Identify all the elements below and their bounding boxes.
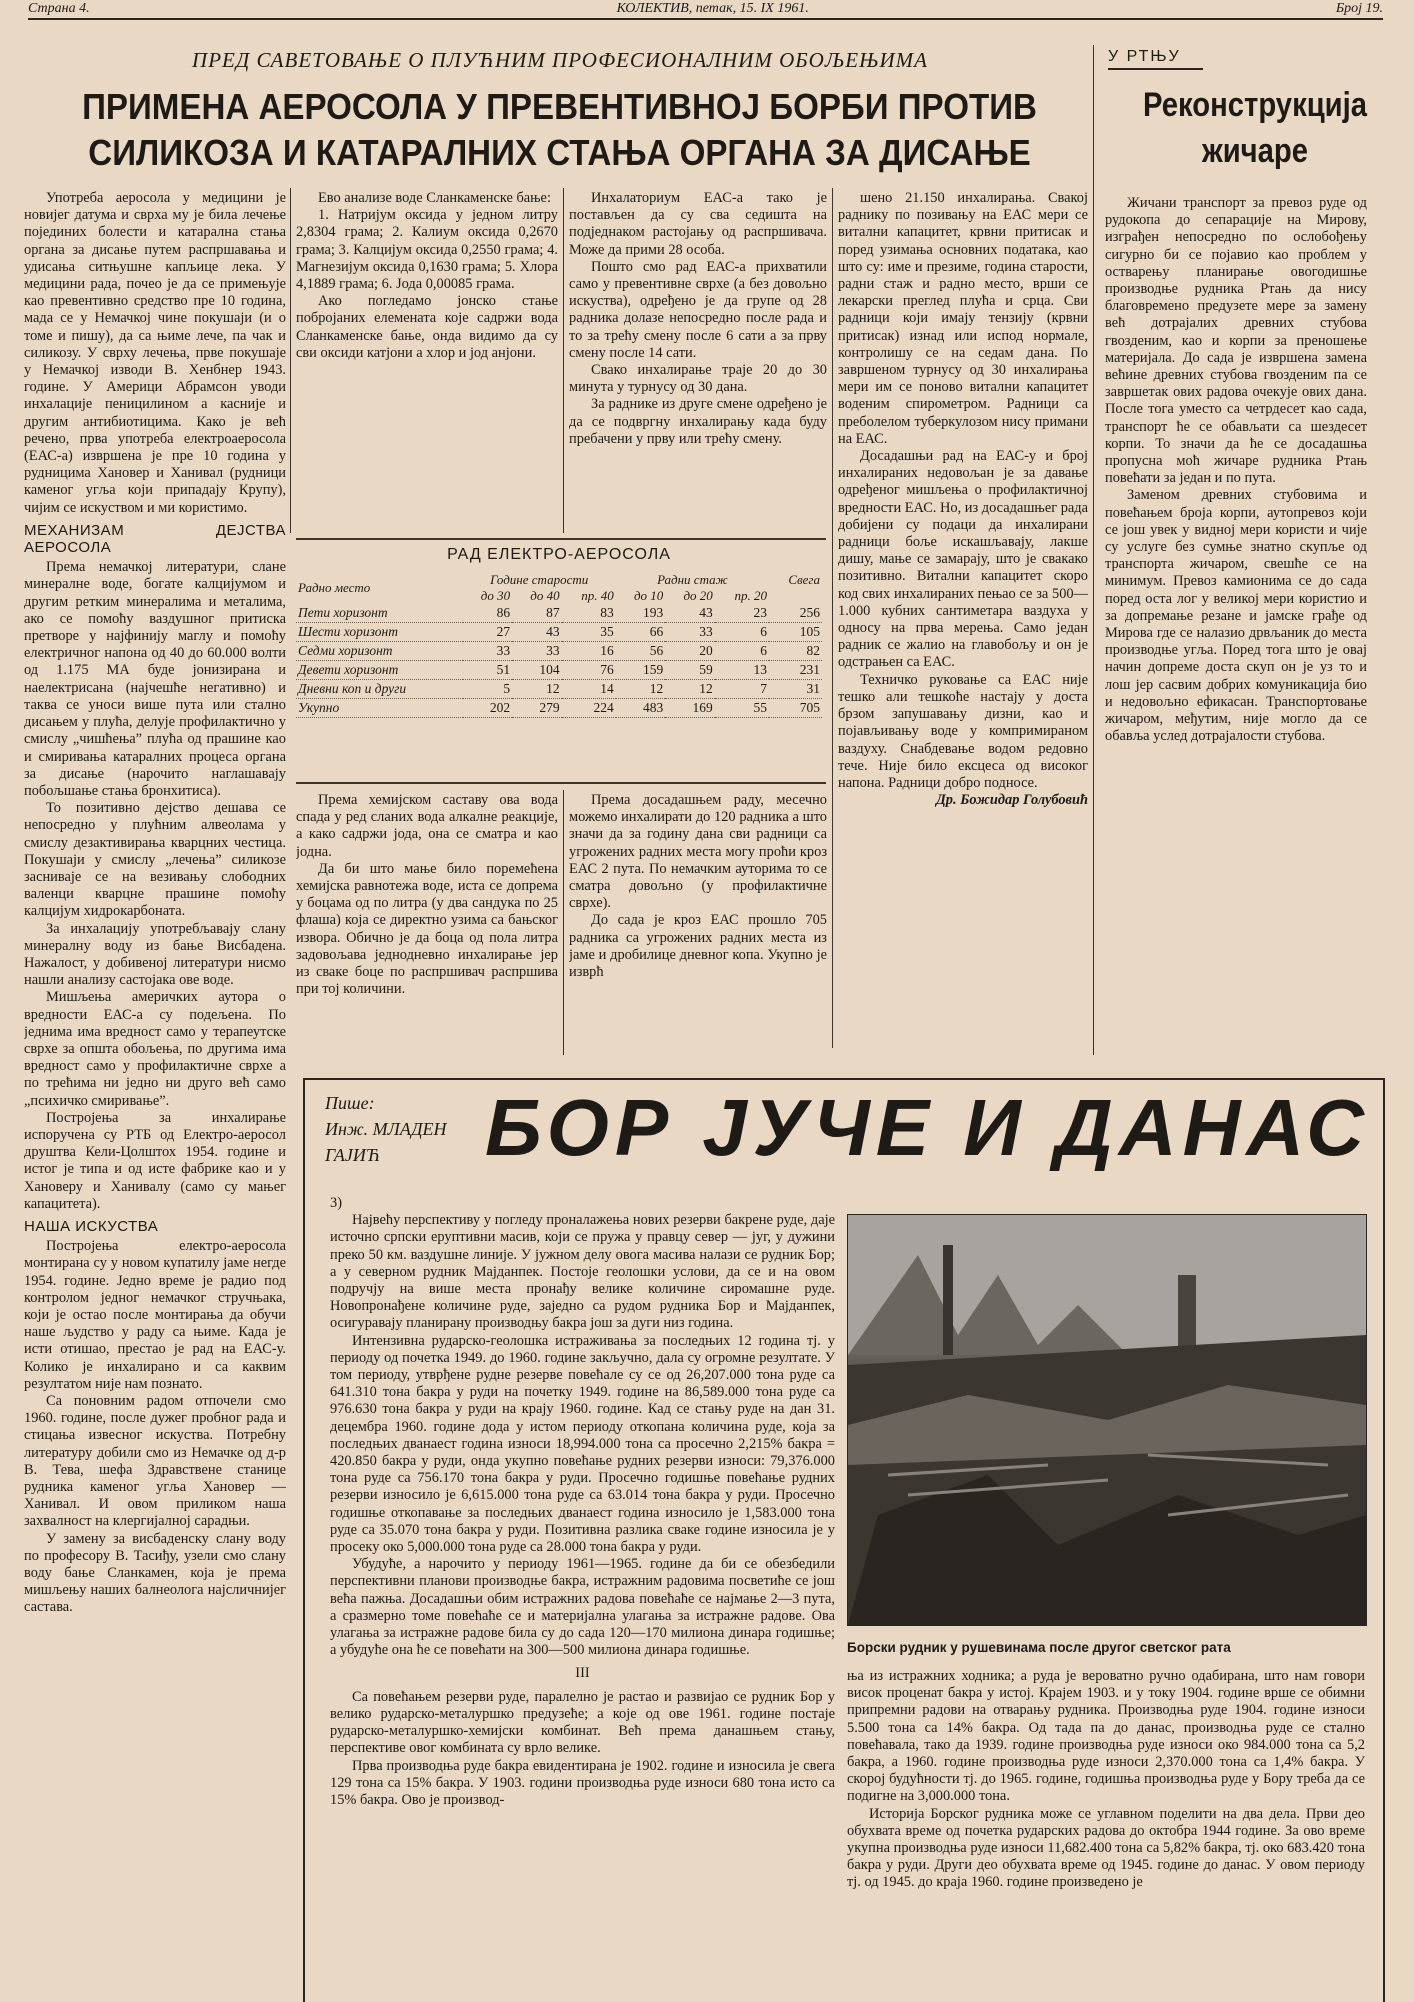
paragraph: Жичани транспорт за превоз руде од рудокопа до сепарације на Мирову, изграђен непосредно по ослобођењу сигурно би се појавио као проблем у остварењу планирање овогодишње производње рудника Ртањ да нису благовремено предузете мере за замену већ дотрајалих древних стубова гвозденим, као и корпи за преношење материјала. До сада је извршена замена већине древних стубова гвозденим па се завршетак ових радова очекује ових дана. После тога уместо са четрдесет као сада, транспорт ће се обављати са шездесет корпи. То значи да ће се досадашња пропусна моћ жичаре рудника Ртањ повећати за један и по пута. — [1105, 195, 1367, 487]
byline-author: Инж. МЛАДЕН — [325, 1119, 447, 1139]
cell: 20 — [665, 642, 715, 661]
cell: 705 — [769, 699, 822, 718]
cell: 279 — [512, 699, 562, 718]
column-subheader: до 10 — [633, 588, 664, 603]
article-headline: ПРИМЕНА АЕРОСОЛА У ПРЕВЕНТИВНОЈ БОРБИ ПРОТИВ СИЛИКОЗА И КАТАРАЛНИХ СТАЊА ОРГАНА ЗА ДИСАЊЕ — [82, 86, 1037, 173]
column-header: Године старости — [490, 572, 589, 587]
paragraph: Постројења за инхалирање испоручена су РТБ од Електро-аеросол друштва Кели-Цолштох 1954. године и истог је типа и од исте фабрике као и у Хановеру и Ханивалу (само су мањег капацитета). — [24, 1109, 286, 1212]
paragraph: Према хемијском саставу ова вода спада у ред сланих вода алкалне реакције, а како садржи јода, она се сматра и као јодна. — [296, 792, 558, 860]
cell: 66 — [616, 623, 666, 642]
byline — [325, 1090, 447, 1168]
paragraph: Прва производња руде бакра евидентирана је 1902. године и износила је свега 129 тона са 15% бакра. У 1903. години производња руде износи 680 тона исто са 15% бакра. Ово је производ- — [330, 1757, 835, 1808]
part-number: 3) — [330, 1195, 342, 1211]
paragraph: Ево анализе воде Сланкаменске бање: — [318, 190, 551, 206]
paragraph: Највећу перспективу у погледу проналажења нових резерви бакрене руде, даје источно српски еруптивни масив, који се пружа у правцу север — југ, у дужини преко 50 км. ваздушне линије. У јужном делу овога масива налази се рудник Бор; а у северном рудник Мајданпек. Постоје геолошки услови, да се и на овом подручју на више места пронађу велике количине сиромашне руде. Новопронађене количине руде, заједно са рудом рудника Бор и Мајданпек, осигуравају планирану производњу бакра још за дуги низ година. — [330, 1212, 835, 1332]
paragraph: Пошто смо рад ЕАС-а прихватили само у превентивне сврхе (а без довољно искуства), одређено је да групе од 28 радника долазе непосредно после рада и то за трећу смену после 6 сати а за прву смену после 14 сати. — [569, 258, 827, 361]
row-label: Девети хоризонт — [296, 661, 463, 680]
paragraph: За раднике из друге смене одређено је да се подвргну инхалирању када буду пребачени у прву или трећу смену. — [569, 396, 827, 447]
byline-prefix: Пише: — [325, 1093, 375, 1113]
cell: 169 — [665, 699, 715, 718]
row-label: Шести хоризонт — [296, 623, 463, 642]
article-kicker: ПРЕД САВЕТОВАЊЕ О ПЛУЋНИМ ПРОФЕСИОНАЛНИМ ОБОЉЕЊИМА — [192, 48, 928, 72]
row-label: Укупно — [296, 699, 463, 718]
cell: 43 — [665, 604, 715, 623]
photo-caption: Борски рудник у рушевинама после другог светског рата — [847, 1640, 1231, 1655]
cell: 13 — [715, 661, 769, 680]
cell: 23 — [715, 604, 769, 623]
column-divider — [832, 188, 833, 1048]
paragraph: Постројења електро-аеросола монтирана су у новом купатилу јаме негде 1954. године. Једно време је радио под контролом једног немачког стручњака, који је остао после монтирања да обучи наше људство у раду са њиме. Када је исти отишао, престао је рад на ЕАС-у. Колико је инхалирано и са каквим резултатом није нам познато. — [24, 1238, 286, 1392]
section-numeral: III — [575, 1665, 590, 1682]
feature-headline: БОР ЈУЧЕ И ДАНАС — [485, 1083, 1370, 1172]
paragraph: шено 21.150 инхалирања. Свакој раднику по позивању на ЕАС мери се витални капацитет, крвни притисак и поред узимања основних података, као што су: име и презиме, година старости, радни стаж и радно место, врши се лекарски преглед плућа и срца. Сви радници који имају тензију (крвни притисак) изнад или испод нормале, контролишу се на седам дана. По завршеном турнусу од 30 инхалирања мери им се поново витални капацитет воденим спирометром. Радници са преболелом туберкулозом нису примани на ЕАС. — [838, 190, 1088, 447]
cell: 12 — [512, 680, 562, 699]
table-row — [296, 623, 822, 642]
cell: 76 — [562, 661, 616, 680]
paragraph: Мишљења америчких аутора о вредности ЕАС-а су подељена. По једнима има вредност само у терапеутске сврхе за општа обољења, по другима има вредност само у профилактичне сврхе а по трећима ни једно ни друго већ само „психичко смиривање”. — [24, 989, 286, 1109]
cell: 12 — [616, 680, 666, 699]
cell: 31 — [769, 680, 822, 699]
paragraph: То позитивно дејство дешава се непосредно у плућним алвеолама у смислу дезактивирања кварцних честица. Покушаји у смислу „лечења” силикозе засниваје се на везивању слободних валенци кварцне прашине помоћу калцијум хидрокарбоната. — [24, 800, 286, 920]
article-column-3 — [569, 190, 827, 528]
paragraph: 1. Натријум оксида у једном литру 2,8304 грама; 2. Калиум оксида 0,2670 грама; 3. Калцијум оксида 0,2550 грама; 4. Магнезијум оксида 0,1630 грама; 5. Хлора 4,1889 грама; 6. Јода 0,00085 грама. — [296, 207, 558, 293]
photo-illustration — [848, 1215, 1366, 1625]
paragraph: Свако инхалирање траје 20 до 30 минута у турнусу од 30 дана. — [569, 362, 827, 396]
cell: 14 — [562, 680, 616, 699]
section-heading: МЕХАНИЗАМ ДЕЈСТВА АЕРОСОЛА — [24, 521, 286, 557]
cell: 43 — [512, 623, 562, 642]
article-column-4 — [838, 190, 1088, 1055]
paragraph: Да би што мање било поремећена хемијска равнотежа воде, иста се допрема у боцама од по литра (у два сандука по 25 флаша) која се директно узима са бањског извора. Обично је да боца од пола литра задовољава једнодневно инхалирање јер из сваке боце по распршивач распршива при тој количини. — [296, 860, 558, 998]
cell: 193 — [616, 604, 666, 623]
data-table — [296, 572, 822, 718]
paragraph: Убудуће, а нарочито у периоду 1961—1965. године да би се обезбедили перспективни планови производње бакра, истражним радовима посветиће се још већа пажња. Досадашњи обим истражних радова повећаће се најмање 2—3 пута, а сразмерно томе повећаће се и материјална улагања за истражне радове. Ова улагања за истражне радове била су до сада 120—170 милиона динара годишње; а убудуће она ће се повећати на 300—500 милиона динара годишње. — [330, 1556, 835, 1659]
issue-number: Број 19. — [1335, 1, 1383, 16]
cell: 159 — [616, 661, 666, 680]
cell: 6 — [715, 642, 769, 661]
feature-article-body — [330, 1195, 835, 1995]
row-label: Дневни коп и други — [296, 680, 463, 699]
paragraph: Инхалаториум ЕАС-а тако је постављен да су сва седишта на подједнаком растојању од распршивача. Може да прими 28 особа. — [569, 190, 827, 258]
cell: 82 — [769, 642, 822, 661]
column-divider — [1093, 45, 1094, 1055]
aerosol-stats-table — [296, 546, 822, 718]
paragraph: Историја Борског рудника може се углавном поделити на два дела. Први део обухвата време од почетка рударских радова до октобра 1944 године. За ово време укупна производња руде износи 11,682.400 тона са 5,82% бакра, тј. око 683.420 тона бакра у руди. Други део обухвата време од 1945. године до данас. У овом периоду тј. од 1945. до краја 1960. године произведено је — [847, 1805, 1365, 1891]
page-header — [28, 0, 1383, 20]
paragraph: Употреба аеросола у медицини је новијег датума и сврха му је била лечење појединих болести и катарална стања органа за дисање путем распршавања и удисања ситњушне капљице лека. У медицини рада, почео је да се примењује као превентивно средство пре 10 година, мада се у Немачкој чине покушаји (и о томе и пишу), да са њиме лече, па чак и силикозу. У сврху лечења, прве покушаје у Немачкој изводи В. Хенбнер 1943. године. У Америци Абрамсон уводи инхалације пеницилином а касније и другим антибиотицима. Како је већ речено, прва употреба електроаеросола (ЕАС-а) извршена је пре 10 година у рудницима Хановер и Ханивал (рудници каменог угља који припадају Крупу), чијим се искуством и ми користимо. — [24, 190, 286, 516]
paragraph: У замену за висбаденску слану воду по професору В. Тасиђу, узели смо слану воду бање Сланкамен, која је према мишљењу наших балнеолога најсличнијег састава. — [24, 1530, 286, 1616]
column-header: Радни стаж — [657, 572, 728, 587]
paragraph: До сада је кроз ЕАС прошло 705 радника са угрожених радних места из јаме и дробилице дневног копа. Укупно је изврћ — [569, 912, 827, 981]
paragraph: Интензивна рударско-геолошка истраживања за последњих 12 година тј. у периоду од почетка 1949. до 1960. године закључно, дала су огромне резултате. У том периоду, утврђене рудне резерве повећале су се од 26,207.000 тона руде са 641.310 тона бакра у руди на почетку 1949. године на 86,589.000 тона руде са 976.630 тона бакра у руди на крају 1960. године. Кад се стању руде на дан 31. децембра 1960. године дода у истом периоду откопана количина руде, која за последњих дванаест година износи 18,994.000 тона са просечно 2,215% бакра = 420.850 бакра у руди, онда укупно повећање рудних резерви износи: 79,376.000 тона руде са 756.170 тона бакра у руди. Просечно годишње повећање рудних резерви износило је 6,615.000 тона руде са 63.014 тона бакра у руди. Просечно годишње откопавање за последњих дванаест година износило је 1,583.000 тона руде са 35.070 тона бакра у руди. Позитивна разлика сваке године износила је у просеку око 5,000.000 тона руде са 28.000 тона бакра у руди. — [330, 1332, 835, 1556]
article-column-2 — [296, 190, 558, 528]
cell: 105 — [769, 623, 822, 642]
cell: 51 — [463, 661, 513, 680]
column-divider — [563, 188, 564, 533]
cell: 16 — [562, 642, 616, 661]
cell: 231 — [769, 661, 822, 680]
cell: 35 — [562, 623, 616, 642]
article-column-1 — [24, 190, 286, 1995]
byline-author-surname: ГАЈИЋ — [325, 1145, 381, 1165]
table-row — [296, 604, 822, 623]
cell: 5 — [463, 680, 513, 699]
cell: 83 — [562, 604, 616, 623]
page-number: Страна 4. — [28, 1, 90, 16]
paragraph: Према досадашњем раду, месечно можемо инхалирати до 120 радника а што значи да за годину дана сви радници са угрожених радних места могу проћи кроз ЕАС 2 пута. По немачким ауторима то се сматра довољно (у профилактичне сврхе). — [569, 792, 827, 912]
paragraph: Са повећањем резерви руде, паралелно је растао и развијао се рудник Бор у велико рударско-металуршко предузеће; а које од ове 1961. године постаје рударско-металуршко-хемијски комбинат. Већ према данашњем стању, перспективе овог комбината су врло велике. — [330, 1688, 835, 1757]
column-subheader: пр. 40 — [581, 588, 614, 603]
cell: 202 — [463, 699, 513, 718]
paragraph: За инхалацију употребљавају слану минералну воду из бање Висбадена. Нажалост, у добивеној литератури нисмо нашли анализу састојака ове воде. — [24, 920, 286, 989]
column-subheader: до 20 — [683, 588, 713, 603]
paragraph: Према немачкој литератури, слане минералне воде, богате калцијумом и другим ретким минералима и металима, ако се помоћу ваздушног притиска претворе у најфинију маглу и помоћу електричног напона од 40 до 60.000 волти од 1.175 МА буде јонизирана и наелектрисана (најчешће негативно) и таква се уноси више пута или стално дисањем у плућа, делује профилактично у смислу „чишћења” плућа од прашине као и смиривања катаралних процеса органа за дисање (нарочито наглашавају побољшање стања бронхитиса). — [24, 559, 286, 799]
table-row — [296, 661, 822, 680]
paragraph: Ако погледамо јонско стање побројаних елемената које садржи вода Сланкаменске бање, онда видимо да су сви оксиди катјони а хлор и јод анјони. — [296, 293, 558, 361]
masthead: КОЛЕКТИВ, петак, 15. IX 1961. — [616, 1, 809, 16]
table-row — [296, 680, 822, 699]
column-divider — [563, 790, 564, 1055]
row-label: Седми хоризонт — [296, 642, 463, 661]
column-divider — [290, 188, 291, 533]
column-subheader: до 30 — [480, 588, 511, 603]
cell: 6 — [715, 623, 769, 642]
table-top-rule — [296, 538, 826, 540]
cell: 27 — [463, 623, 513, 642]
cell: 33 — [463, 642, 513, 661]
column-subheader: пр. 20 — [734, 588, 767, 603]
headframe-tower — [943, 1245, 953, 1355]
cell: 33 — [512, 642, 562, 661]
section-label: У РТЊУ — [1108, 48, 1203, 70]
paragraph: Заменом древних стубовима и повећањем броја корпи, аутопревоз који се још увек у видној мери користи и чије су услуге без сумње знатно скупље од транспорта жичаром, свешће се на минимум. Превоз камионима се до сада поред оста лог у великој мери користио и за допремање резане и јамске грађе од Мирова где се налазио дрвљаник до места производње угља. Поред тога што је овај начин допреме доста скуп он је уз то и лош јер сасвим добрих комуникација био и недовољно ефикасан. Транспортовање жичаром, међутим, није могло да се обавља услед дотрајалости стубова. — [1105, 487, 1367, 745]
cell: 224 — [562, 699, 616, 718]
sidebar-article-body — [1105, 195, 1367, 1055]
paragraph: Са поновним радом отпочели смо 1960. године, после дужег пробног рада и стицања извесног искуства. Потребну литературу добили смо из Немачке од д-р В. Тева, шефа Здравствене станице рудника каменог угља Хановер — Ханивал. И овом приликом наша захвалност на клергијалној сарадњи. — [24, 1393, 286, 1530]
column-header: Радно место — [298, 580, 371, 595]
cell: 56 — [616, 642, 666, 661]
cell: 104 — [512, 661, 562, 680]
section-heading: НАША ИСКУСТВА — [24, 1217, 159, 1235]
table-title: РАД ЕЛЕКТРО-АЕРОСОЛА — [447, 546, 671, 563]
cell: 256 — [769, 604, 822, 623]
paragraph: ња из истражних ходника; а руда је вероватно ручно одабирана, што нам говори висок проценат бакра у истој. Крајем 1903. и у току 1904. године врше се обимни припремни радови на отварању рудника. Производња руде 1904. године износи 5.500 тона са 14% бакра. Од тада па до данас, производња руде се стално повећавала, тако да 1939. године производња руде износи око 984.000 тона са 5,2 бакра, а 1960. године производња руде износи 2,370.000 тона са 1,4% бакра. У скорој будућности тј. до 1965. године, годишња производња руде у Бору треба да се подигне на 3,000.000 тона. — [847, 1668, 1365, 1805]
paragraph: Техничко руковање са ЕАС није тешко али тешкоће настају у доста брзом запушавању дизни, као и појављивању воде у компримираном ваздуху. Снабдевање водом редовно тече. Није било ексцеса од високог напона. Радници добро подносе. — [838, 671, 1088, 791]
mine-ruins-photo — [847, 1214, 1367, 1626]
column-subheader: до 40 — [530, 588, 560, 603]
table-bottom-rule — [296, 782, 826, 784]
article-column-3-continued — [569, 792, 827, 1052]
cell: 12 — [665, 680, 715, 699]
sidebar-headline: Реконструкција жичаре — [1142, 86, 1368, 170]
cell: 483 — [616, 699, 666, 718]
column-header: Свега — [788, 572, 820, 587]
cell: 7 — [715, 680, 769, 699]
feature-article-body-continued — [847, 1668, 1365, 1995]
cell: 86 — [463, 604, 513, 623]
paragraph: Досадашњи рад на ЕАС-у и број инхалираних недовољан је за давање одређеног мишљења о профилактичној вредности ЕАС. Но, из досадашњег рада добијени су подаци да инхалирани радници боље искашљавају, лакше дишу, мање се замарају, што је свакако позитивно. Витални капацитет скоро код свих инхалираних пењао се за 500—1.000 кубних сантиметара ваздуха у односу на прва мерења. Само један радник се жалио на главобољу и он је одстрањен са ЕАС. — [838, 448, 1088, 671]
author-signature: Др. Божидар Голубовић — [935, 792, 1088, 809]
cell: 59 — [665, 661, 715, 680]
table-total-row — [296, 699, 822, 718]
article-column-2-continued — [296, 792, 558, 1052]
cell: 33 — [665, 623, 715, 642]
row-label: Пети хоризонт — [296, 604, 463, 623]
cell: 87 — [512, 604, 562, 623]
cell: 55 — [715, 699, 769, 718]
table-row — [296, 642, 822, 661]
